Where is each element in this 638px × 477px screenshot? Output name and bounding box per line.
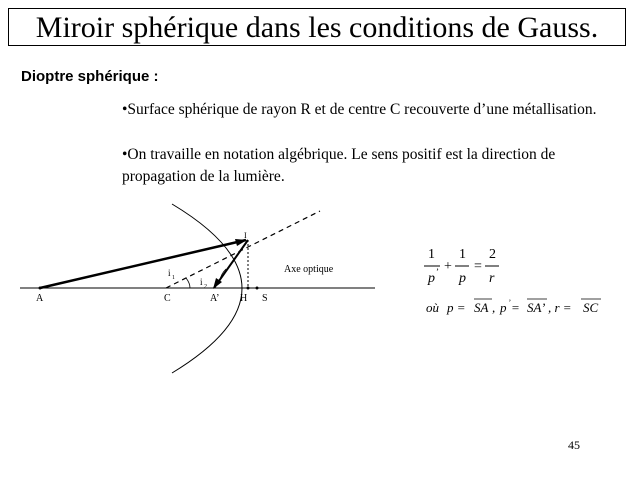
label-A-prime: A’ xyxy=(210,293,220,304)
bullet-convention: •On travaille en notation algébrique. Le sens positif est la direction de propagation de la lumière. xyxy=(122,146,556,185)
label-i1-sub: 1 xyxy=(172,275,175,281)
formula-num2: 1 xyxy=(459,247,466,262)
formula-den1: p xyxy=(428,271,435,286)
slide-title: Miroir sphérique dans les conditions de Gauss. xyxy=(35,11,599,44)
point-S-dot xyxy=(256,287,259,290)
formula-SAp: SA’ xyxy=(527,300,546,315)
formula-SA: SA xyxy=(474,300,489,315)
formula-pp-prime: ’ xyxy=(508,298,511,307)
label-H: H xyxy=(240,293,248,304)
label-i2: i xyxy=(200,277,203,287)
label-i1: i xyxy=(168,268,171,278)
formula-pp: p xyxy=(500,300,507,315)
formula-plus: + xyxy=(444,259,452,274)
page-number: 45 xyxy=(568,438,580,452)
label-C: C xyxy=(164,293,171,304)
formula-SC: SC xyxy=(583,300,599,315)
formula-num1: 1 xyxy=(428,247,435,262)
label-i2-sub: 2 xyxy=(204,284,207,290)
formula-where: où xyxy=(426,300,439,315)
formula-comma2: , r = xyxy=(548,300,572,315)
label-I: I xyxy=(244,231,247,240)
formula-den2: p xyxy=(459,271,466,286)
formula-pp-rest: = xyxy=(511,300,520,315)
label-axis: Axe optique xyxy=(284,264,334,275)
formula-num3: 2 xyxy=(489,247,496,262)
formula-comma1: , xyxy=(492,300,496,315)
bullet-surface: •Surface sphérique de rayon R et de centre C recouverte d’une métallisation. xyxy=(122,101,597,118)
point-A-dot xyxy=(39,287,42,290)
section-subtitle: Dioptre sphérique : xyxy=(21,68,159,85)
label-S: S xyxy=(262,293,268,304)
angle-i1-arc xyxy=(186,278,190,288)
formula-den3: r xyxy=(489,271,495,286)
label-A: A xyxy=(36,293,44,304)
formula-definitions xyxy=(426,298,601,315)
formula-den1-prime: ’ xyxy=(436,267,439,277)
formula-conjugation xyxy=(424,247,499,286)
extension-line xyxy=(166,211,320,288)
formula-p-eq: p = xyxy=(447,300,466,315)
formula-equals: = xyxy=(474,259,482,274)
point-H-dot xyxy=(247,287,250,290)
